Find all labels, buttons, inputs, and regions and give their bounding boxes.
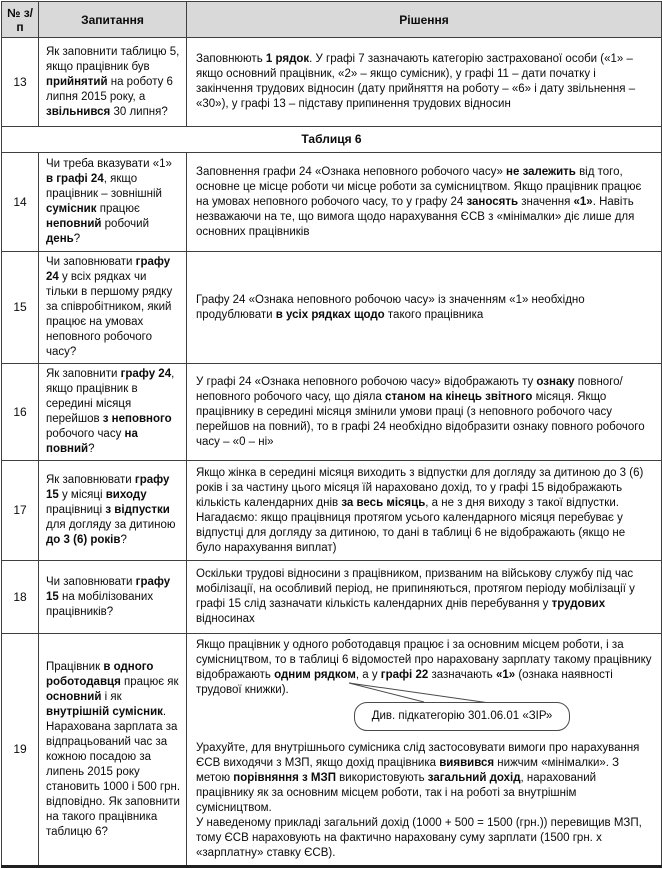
text: відносинах: [196, 613, 255, 625]
text: , якщо працівник – зовнішній: [46, 173, 162, 200]
bold-text: станом на кінець звітного: [385, 390, 533, 403]
solution-paragraph: [196, 816, 653, 861]
bold-text: графу 15: [46, 474, 170, 501]
text: Урахуйте, для внутрішнього сумісника слід застосовувати вимоги про нарахування ЄСВ виходячи з МЗП, якщо дохід працівника: [196, 742, 640, 769]
bold-text: графу 15: [46, 575, 171, 603]
zir-callout: [354, 702, 570, 731]
faq-row-18: [2, 561, 662, 634]
col-header-question: Запитання: [39, 2, 187, 38]
question-cell: [39, 153, 187, 252]
text: Заповнення графи 24 «Ознака неповного робочого часу»: [196, 165, 507, 178]
bold-text: виявився: [439, 757, 495, 769]
text: 30 липня?: [110, 105, 168, 118]
bold-text: з неповного: [102, 413, 172, 425]
bold-text: ознаку: [536, 375, 575, 388]
text: Як заповнити таблицю 5, якщо працівник був: [46, 45, 180, 73]
question-cell: [39, 38, 187, 127]
question-cell: [39, 364, 187, 461]
faq-row-16: [2, 364, 662, 461]
bold-text: загальний дохід: [427, 772, 521, 784]
col-header-solution: Рішення: [187, 2, 662, 38]
text: робочий: [101, 218, 150, 230]
bold-text: «1»: [573, 195, 593, 208]
question-cell: [39, 252, 187, 364]
bold-text: 1 рядок: [265, 53, 310, 65]
bold-text: графі 22: [380, 669, 429, 681]
bold-text: основний: [46, 690, 102, 703]
text: нижчим «мінімалки». З метою: [196, 757, 620, 784]
callout-pointer-lines: [346, 682, 496, 703]
text: У графі 24 «Ознака неповного робочою часу» відображають ту: [196, 375, 537, 388]
bold-text: одним рядком: [274, 669, 356, 681]
text: ?: [73, 233, 81, 245]
bold-text: неповний: [46, 218, 102, 230]
faq-row-15: [2, 252, 662, 364]
text: повного/неповного робочого часу, що діяла: [196, 375, 623, 403]
text: У наведеному прикладі загальний дохід (1000 + 500 = 1500 (грн.)) перевищив МЗП, тому ЄСВ нараховують на фактично нараховану суму зарплати (1500 грн. х «зарплатну» ставку ЄСВ).: [196, 817, 642, 859]
text: використовують: [335, 772, 428, 784]
bold-text: виходу: [105, 489, 147, 501]
solution-paragraph: [196, 52, 653, 112]
solution-paragraph: [196, 466, 653, 556]
text: , а у: [355, 669, 381, 681]
text: , а не з дня виходу з такої відпустки. Нагадаємо: якщо працівниця протягом усього календарного місяця перебуває у відпустці для догляду за дитиною, то дані в таблиці 6 не відображають (якщо не було нарахування виплат): [196, 496, 626, 554]
table6-banner-row: [2, 127, 662, 153]
bold-text: звільнився: [46, 105, 111, 118]
bold-text: не залежить: [506, 165, 576, 178]
header-row: [2, 2, 662, 38]
solution-paragraph: [196, 567, 653, 627]
bold-text: заносять: [466, 195, 519, 208]
bold-text: за весь місяць: [341, 496, 426, 509]
text: Якщо працівник у одного роботодавця працює і за основним місцем роботи, і за сумісництвом, то в таблиці 6 відомостей про нараховану зарплату такому працівнику відображають: [196, 639, 652, 681]
text: Оскільки трудові відносини з працівником, призваним на військову службу під час мобілізації, на особливий період, не припиняються, протягом періоду мобілізації у графі 15 слід зазначати кількість календарних днів перебування у: [196, 568, 635, 610]
faq-row-14: [2, 153, 662, 252]
row-number: 13: [2, 38, 39, 127]
solution-cell: [187, 153, 662, 252]
text: у всіх рядках чи тільки в першому рядку за співробітником, який працює на умовах неповного робочого часу?: [46, 271, 173, 358]
text: (ознака наявності трудової книжки).: [196, 669, 613, 696]
callout-bubble: Див. підкатегорію 301.06.01 «ЗІР»: [354, 702, 570, 731]
bold-text: на повний: [46, 428, 138, 455]
bold-text: до 3 (6) років: [46, 534, 121, 546]
text: . Навіть незважаючи на те, що вимога щодо нарахування ЄСВ з «мінімалки» діє лише для основних працівників: [196, 195, 635, 238]
row-number: 15: [2, 252, 39, 364]
row-number: 16: [2, 364, 39, 461]
text: Як заповнити: [46, 368, 121, 380]
text: працює як: [120, 675, 179, 688]
bold-text: сумісник: [46, 203, 97, 215]
text: Працівник: [46, 660, 104, 673]
bold-text: графу 24: [46, 256, 171, 283]
bold-text: «1»: [495, 669, 516, 681]
text: Чи заповнювати: [46, 575, 136, 588]
solution-paragraph: [196, 741, 653, 816]
text: Чи треба вказувати «1»: [46, 158, 172, 170]
solution-cell: [187, 38, 662, 127]
solution-cell: [187, 461, 662, 561]
solution-cell: [187, 364, 662, 461]
faq-row-13: [2, 38, 662, 127]
text: зазначають: [428, 669, 496, 681]
faq-row-19: [2, 634, 662, 867]
solution-cell: [187, 252, 662, 364]
bold-text: з відпустки: [105, 504, 170, 516]
text: . Нарахована зарплата за відпрацьований час за кожною посадою за липень 2015 року становить 1000 і 500 грн. відповідно. Як заповнити на такого працівника таблицю 6?: [46, 705, 181, 838]
text: у місяці: [58, 489, 106, 501]
bold-text: прийнятий: [46, 75, 108, 88]
bold-text: внутрішній сумісник: [46, 705, 163, 718]
solution-paragraph: [196, 293, 653, 323]
text: Як заповнювати: [46, 474, 135, 486]
bold-text: день: [46, 233, 74, 245]
row-number: 14: [2, 153, 39, 252]
question-cell: [39, 561, 187, 634]
text: такого працівника: [384, 308, 484, 321]
text: ?: [120, 534, 127, 546]
solution-cell: [187, 561, 662, 634]
text: працівниці: [46, 504, 106, 516]
text: . У графі 7 зазначають категорію застрахованої особи («1» – якщо основний працівник, «2» – якщо сумісник), у графі 11 – дати початку і закінчення трудових відносин (дату прийняття на роботу – «6» і дату звільнення – «30»), у графі 13 – підставу припинення трудових відносин: [196, 53, 636, 110]
bold-text: в графі 24: [46, 173, 104, 185]
solution-paragraph: [196, 165, 653, 240]
bold-text: порівняння з МЗП: [233, 772, 336, 784]
text: працює: [96, 203, 140, 215]
faq-row-17: [2, 461, 662, 561]
text: і як: [101, 690, 122, 703]
text: ?: [88, 443, 95, 455]
question-cell: [39, 634, 187, 867]
bold-text: в одного роботодавця: [46, 660, 154, 688]
solution-cell: [187, 634, 662, 867]
text: від того, основне це місце роботи чи місце роботи за сумісництвом. Якщо працівник працює на умовах неповного робочого часу, то у графу 24: [196, 165, 642, 208]
faq-table-body: [2, 38, 662, 867]
text: місяця. Якщо працівнику в середині місяця змінили умови праці (з неповного робочого часу перейшов на повний), то в графі 24 необхідно відобразити ознаку повного робочого часу – «0 – ні»: [196, 390, 645, 448]
text: Чи заповнювати: [46, 256, 136, 268]
text: Заповнюють: [196, 53, 266, 65]
text: Якщо жінка в середині місяця виходить з відпустки для догляду за дитиною до 3 (6) років і за частину цього місяця їй нараховано дохід, то у графі 15 відображають кількість календарних днів: [196, 466, 644, 509]
text: Графу 24 «Ознака неповного робочою часу» із значенням «1» необхідно продублювати: [196, 293, 585, 321]
text: для догляду за дитиною: [46, 519, 176, 531]
text: , нарахований працівнику як за основним місцем роботи, так і на роботі за внутрішнім сумісництвом.: [196, 772, 597, 814]
table6-banner-title: Таблиця 6: [2, 127, 662, 153]
text: на мобілізованих працівників?: [46, 590, 154, 618]
solution-paragraph: [196, 375, 653, 450]
question-cell: [39, 461, 187, 561]
text: на роботу 6 липня 2015 року, а: [46, 75, 173, 103]
col-header-num: № з/п: [2, 2, 39, 38]
text: значення: [518, 195, 574, 208]
bold-text: трудових: [551, 598, 606, 610]
text: робочого часу: [46, 428, 125, 440]
bold-text: графу 24: [120, 368, 172, 380]
faq-table: [1, 1, 662, 868]
bold-text: в усіх рядках щодо: [275, 308, 385, 321]
text: , якщо працівник в середині місяця перейшов: [46, 368, 175, 425]
row-number: 19: [2, 634, 39, 867]
row-number: 18: [2, 561, 39, 634]
row-number: 17: [2, 461, 39, 561]
